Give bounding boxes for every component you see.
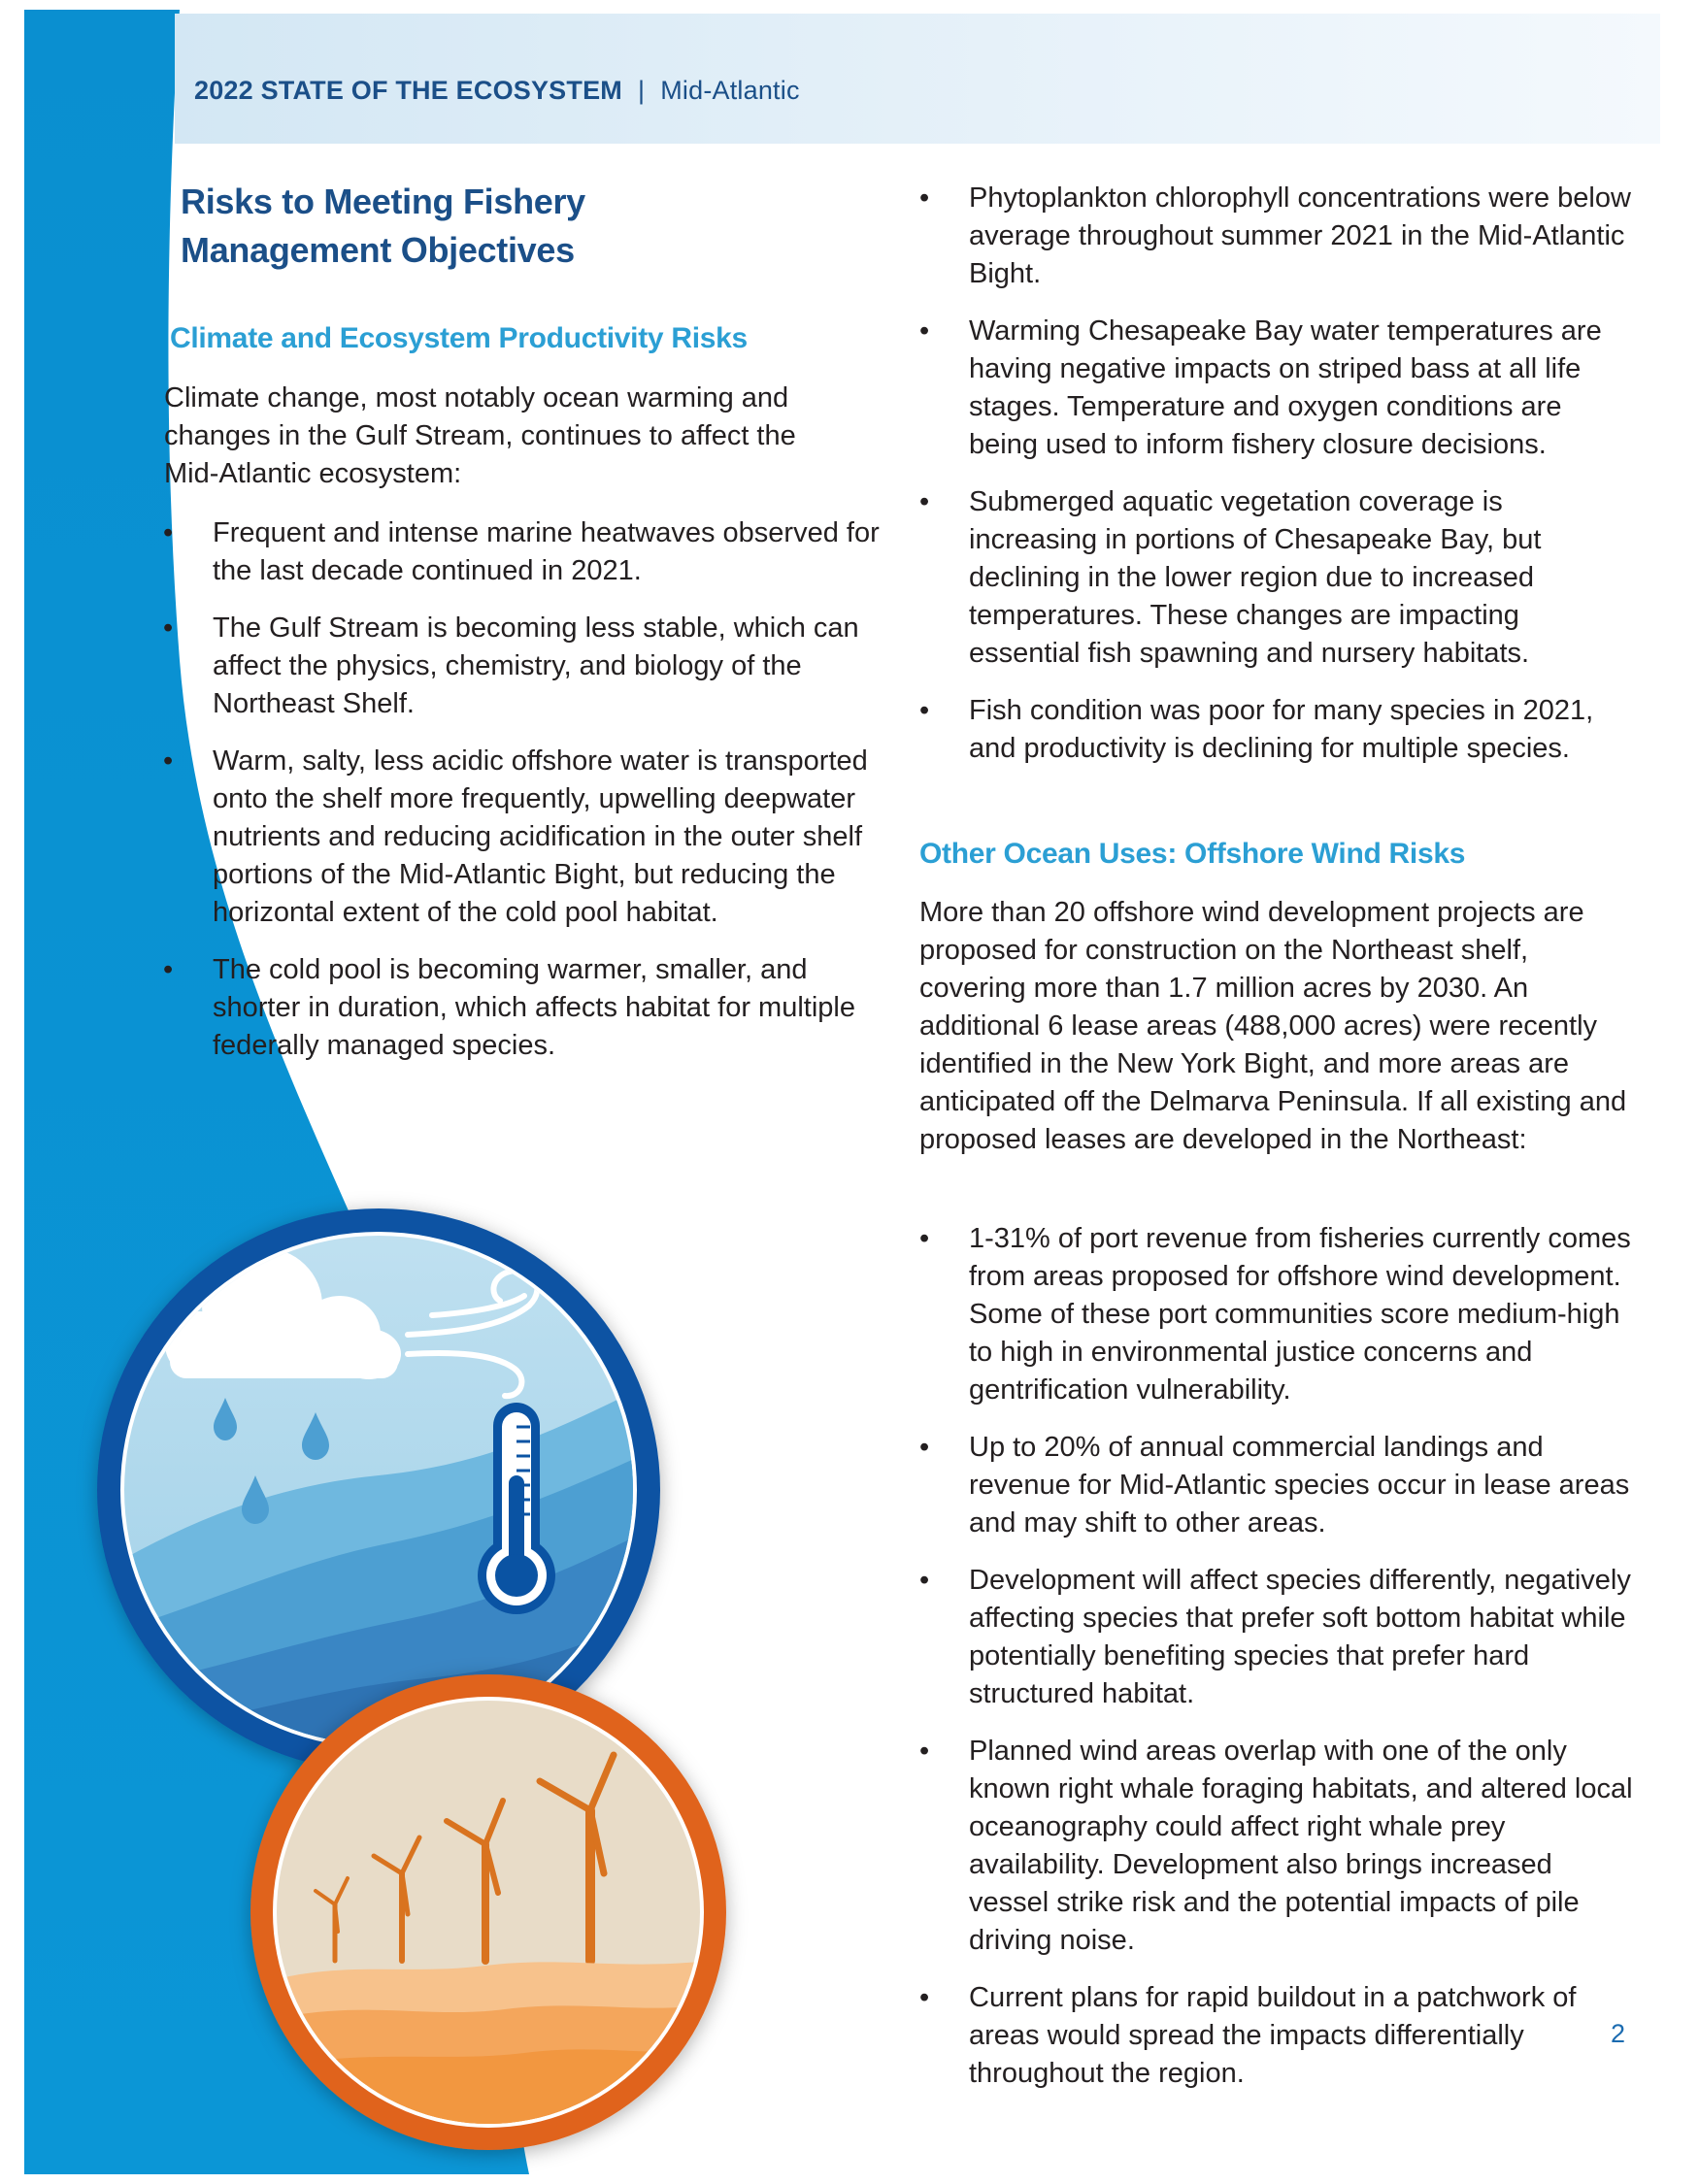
list-item: • 1-31% of port revenue from fisheries currently comes from areas proposed for offshore wind development. Some of these port communities score medium-high to high in environmental justice concerns and gentrification vulnerability. (919, 1223, 1631, 1406)
climate-bullets-left (163, 514, 882, 1084)
region-label: Mid-Atlantic (660, 76, 800, 105)
header-separator: | (638, 76, 646, 105)
list-item: • Warm, salty, less acidic offshore water is transported onto the shelf more frequently, upwelling deepwater nutrients and reducing acidification in the outer shelf portions of the Mid-Atlantic Bight, but reducing the horizontal extent of the cold pool habitat. (163, 745, 868, 928)
page-number: 2 (1611, 2019, 1626, 2048)
list-item: • Warming Chesapeake Bay water temperatures are having negative impacts on striped bass at all life stages. Temperature and oxygen conditions are being used to inform fishery closure decisions. (919, 315, 1602, 460)
climate-intro: Climate change, most notably ocean warming and changes in the Gulf Stream, continues to affect the Mid-Atlantic ecosystem: (164, 382, 796, 489)
list-item: • The Gulf Stream is becoming less stable, which can affect the physics, chemistry, and biology of the Northeast Shelf. (163, 612, 859, 719)
page-header (194, 76, 800, 106)
list-item: • Submerged aquatic vegetation coverage is increasing in portions of Chesapeake Bay, but declining in the lower region due to increased temperatures. These changes are impacting essential fish spawning and nursery habitats. (919, 486, 1542, 669)
report-title: 2022 STATE OF THE ECOSYSTEM (194, 76, 622, 105)
wind-bullets (919, 1220, 1638, 2112)
list-item: • The cold pool is becoming warmer, smaller, and shorter in duration, which affects habitat for multiple federally managed species. (163, 954, 855, 1061)
list-item: • Current plans for rapid buildout in a patchwork of areas would spread the impacts differentially throughout the region. (919, 1982, 1577, 2089)
list-item: • Frequent and intense marine heatwaves observed for the last decade continued in 2021. (163, 517, 880, 586)
list-item: • Up to 20% of annual commercial landings and revenue for Mid-Atlantic species occur in lease areas and may shift to other areas. (919, 1432, 1630, 1539)
list-item: • Planned wind areas overlap with one of the only known right whale foraging habitats, and altered local oceanography could affect right whale prey availability. Development also brings increased vessel strike risk and the potential impacts of pile driving noise. (919, 1736, 1633, 1956)
list-item: • Phytoplankton chlorophyll concentrations were below average throughout summer 2021 in the Mid-Atlantic Bight. (919, 182, 1631, 289)
wind-intro: More than 20 offshore wind development projects are proposed for construction on the Northeast shelf, covering more than 1.7 million acres by 2030. An additional 6 lease areas (488,000 acres) were recently identified in the New York Bight, and more areas are anticipated off the Delmarva Peninsula. If all existing and proposed leases are developed in the Northeast: (919, 897, 1627, 1155)
list-item: • Development will affect species differently, negatively affecting species that prefer soft bottom habitat while potentially benefiting species that prefer hard structured habitat. (919, 1565, 1631, 1709)
climate-heading: Climate and Ecosystem Productivity Risks (170, 322, 748, 354)
section-title: Risks to Meeting Fishery Management Objectives (181, 182, 585, 270)
climate-bullets-right (919, 180, 1638, 787)
list-item: • Fish condition was poor for many species in 2021, and productivity is declining for multiple species. (919, 695, 1594, 764)
wind-heading: Other Ocean Uses: Offshore Wind Risks (919, 838, 1466, 870)
